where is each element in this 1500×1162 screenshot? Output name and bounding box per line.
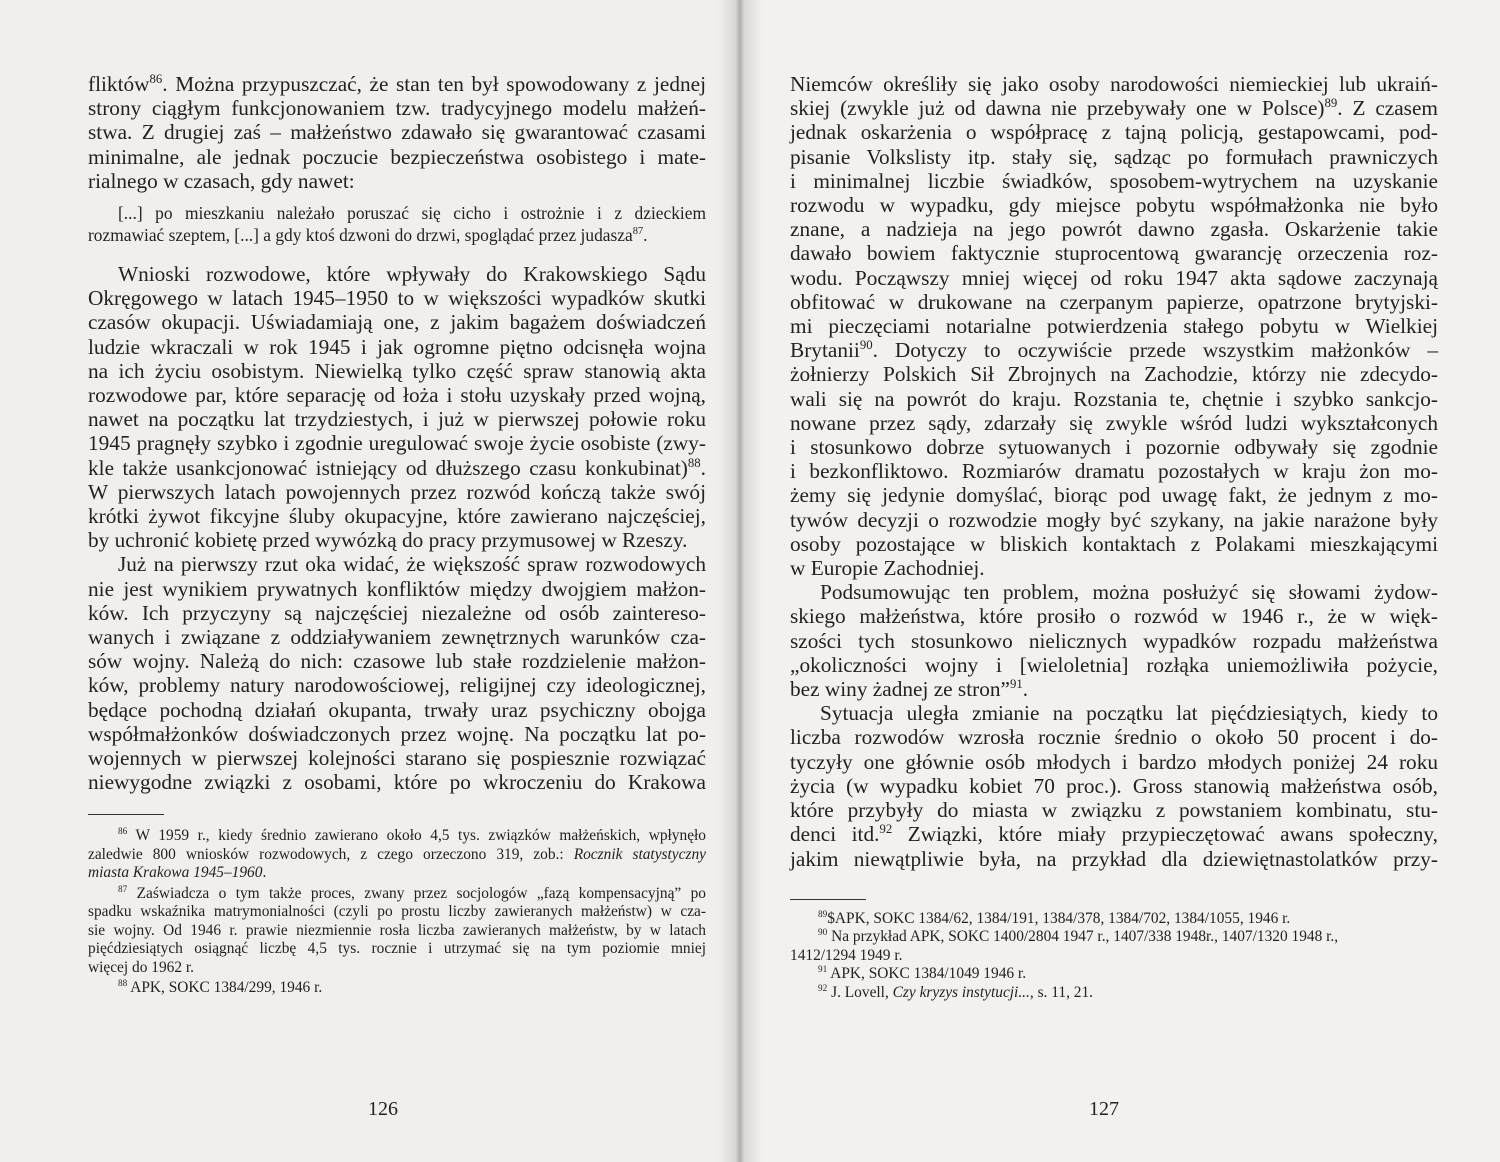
text-line bbox=[88, 72, 706, 96]
footnote-ref: 89 bbox=[1324, 96, 1338, 111]
text-fragment: kle także usankcjonować istniejący od dłuższego czasu konkubinat) bbox=[88, 455, 688, 480]
footnote-line bbox=[88, 885, 706, 904]
footnote-ref: 87 bbox=[632, 225, 644, 237]
text-line bbox=[790, 96, 1438, 120]
text-line: pisanie Volkslisty itp. stały się, sądząc po formułach prawniczych bbox=[790, 144, 1438, 169]
text-line: wojennych w pierwszej kolejności starano się pospiesznie rozwiązać bbox=[88, 746, 706, 771]
quote-line: [...] po mieszkaniu należało poruszać się cicho i ostrożnie i z dzieckiem bbox=[118, 203, 706, 224]
right-page bbox=[740, 0, 1500, 1162]
text-line: rozwodowe par, które separację od łoża i stołu uzyskały przed wojną, bbox=[88, 383, 706, 408]
text-line: ków, problemy natury narodowościowej, religijnej czy ideologicznej, bbox=[88, 673, 706, 698]
text-line: jakim niewątpliwie była, na przykład dla dziewiętnastolatków przy- bbox=[790, 846, 1438, 871]
text-fragment: . Dotyczy to oczywiście przede wszystkim małżonków – bbox=[872, 338, 1438, 363]
text-line: liczba rozwodów wzrosła rocznie średnio o około 50 procent i do- bbox=[790, 725, 1438, 750]
text-line: jednak oskarżenia o współpracę z tajną policją, gestapowcami, pod- bbox=[790, 120, 1438, 145]
footnote-89 bbox=[790, 910, 1438, 929]
footnote-number: 86 bbox=[118, 826, 128, 837]
text-fragment: J. Lovell, bbox=[831, 983, 893, 1001]
text-line: 1945 pragnęły szybko i zgodnie uregulować swoje życie osobiste (zwy- bbox=[88, 431, 706, 456]
text-line: czasów okupacji. Uświadamiają one, z jakim bagażem doświadczeń bbox=[88, 310, 706, 335]
text-line: Okręgowego w latach 1945–1950 to w większości wypadków skutki bbox=[88, 286, 706, 311]
text-fragment: . Można przypuszczać, że stan ten był spowodowany z jednej bbox=[162, 72, 706, 96]
text-fragment: Na przykład APK, SOKC 1400/2804 1947 r., 1407/338 1948r., 1407/1320 1948 r., bbox=[831, 928, 1339, 946]
text-fragment: zaledwie 800 wniosków rozwodowych, z czego orzeczono 319, zob.: bbox=[88, 845, 574, 863]
text-line: i minimalnej liczbie świadków, sposobem-wytrychem na uzyskanie bbox=[790, 168, 1438, 193]
text-line: współmałżonków doświadczonych przez wojnę. Na początku lat po- bbox=[88, 721, 706, 746]
text-line: i stosunkowo dobrze sytuowanych i pozornie odbywały się zgodnie bbox=[790, 435, 1438, 460]
text-line: skiego małżeństwa, które prosiło o rozwód w 1946 r., że w więk- bbox=[790, 604, 1438, 629]
text-line: sów wojny. Należą do nich: czasowe lub stałe rozdzielenie małżon- bbox=[88, 649, 706, 674]
footnote-91 bbox=[790, 965, 1438, 984]
text-line bbox=[790, 822, 1438, 846]
text-line: tyczyły one głównie osób młodych i bardzo młodych poniżej 24 roku bbox=[790, 749, 1438, 774]
text-fragment: . bbox=[262, 864, 267, 882]
text-fragment: Związki, które miały przypieczętować awans społeczny, bbox=[892, 822, 1438, 847]
text-line bbox=[790, 338, 1438, 362]
text-line: nawet na początku lat trzydziestych, i już w pierwszej połowie roku bbox=[88, 407, 706, 432]
text-fragment: Zaświadcza o tym także proces, zwany przez socjologów „fazą kompensacyjną” po bbox=[136, 884, 706, 902]
text-line: mi pieczęciami notarialne potwierdzenia stałego pobytu w Wielkiej bbox=[790, 314, 1438, 339]
text-fragment: denci itd. bbox=[790, 822, 880, 847]
footnote-number: 90 bbox=[818, 927, 828, 938]
text-line bbox=[790, 677, 1438, 701]
text-fragment: . Z czasem bbox=[1337, 96, 1438, 121]
text-line: strony ciągłym funkcjonowaniem tzw. tradycyjnego modelu małżeń- bbox=[88, 96, 706, 121]
text-line: szości tych stosunkowo nielicznych wypadków rozpadu małżeństwa bbox=[790, 628, 1438, 653]
footnote-number: 92 bbox=[818, 982, 828, 993]
text-line: rozwodu w wypadku, gdy miejsce pobytu współmałżonka nie było bbox=[790, 193, 1438, 218]
footnote-ref: 92 bbox=[879, 822, 893, 837]
footnote-ref: 90 bbox=[859, 338, 873, 353]
text-line: minimalne, ale jednak poczucie bezpieczeństwa osobistego i mate- bbox=[88, 144, 706, 169]
footnote-87 bbox=[88, 885, 706, 978]
text-line: krótki żywot fikcyjne śluby okupacyjne, które zawierano najczęściej, bbox=[88, 504, 706, 529]
page-number: 126 bbox=[368, 1098, 398, 1120]
footnote-line bbox=[88, 846, 706, 865]
text-fragment: bez winy żadnej ze stron” bbox=[790, 677, 1010, 702]
text-line: W pierwszych latach powojennych przez rozwód kończą także swój bbox=[88, 479, 706, 504]
text-line: dawało bowiem faktycznie stuprocentową gwarancję orzeczenia roz- bbox=[790, 241, 1438, 266]
text-line: Wnioski rozwodowe, które wpływały do Krakowskiego Sądu bbox=[118, 262, 706, 287]
text-fragment: rozmawiać szeptem, [...] a gdy ktoś dzwoni do drzwi, spoglądać przez judasza bbox=[88, 224, 633, 245]
text-fragment: , s. 11, 21. bbox=[1029, 983, 1094, 1001]
text-line: żołnierzy Polskich Sił Zbrojnych na Zachodzie, którzy nie zdecydo- bbox=[790, 362, 1438, 387]
text-fragment: Brytanii bbox=[790, 338, 860, 363]
footnote-rule bbox=[88, 814, 164, 815]
text-line: Podsumowując ten problem, można posłużyć się słowami żydow- bbox=[820, 580, 1438, 605]
text-line: nie jest wynikiem prywatnych konfliktów między dwojgiem małżon- bbox=[88, 576, 706, 601]
text-fragment: W 1959 r., kiedy średnio zawierano około 4,5 tys. związków małżeńskich, wpłynęło bbox=[135, 827, 706, 845]
footnote-line: pięćdziesiątych osiągnąć liczbę 4,5 tys. rocznie i utrzymać się na tym poziomie mniej bbox=[88, 940, 706, 958]
footnote-92 bbox=[790, 984, 1438, 1003]
text-line: ludzie wkraczali w rok 1945 i jak ogromne piętno odcisnęła wojna bbox=[88, 334, 706, 359]
text-line: na ich życiu osobistym. Niewielką tylko część spraw stanowią akta bbox=[88, 358, 706, 383]
footnote-number: 87 bbox=[118, 883, 128, 894]
right-page-text bbox=[790, 72, 1438, 1002]
footnote-line: 1412/1294 1949 r. bbox=[790, 946, 903, 964]
text-line: wali się na powrót do kraju. Rozstania te, chętnie i szybko sankcjo- bbox=[790, 386, 1438, 411]
text-line: życia (w wypadku kobiet 70 proc.). Gross stanowią małżeństwa osób, bbox=[790, 773, 1438, 798]
footnote-number: 88 bbox=[118, 978, 128, 989]
footnote-88 bbox=[88, 979, 706, 998]
block-quote bbox=[88, 203, 706, 246]
footnote-line: spadku wskaźnika matrymonialności (czyli po prostu liczby zawieranych małżeństw) w cza- bbox=[88, 903, 706, 921]
text-fragment: skiej (zwykle już od dawna nie przebywały one w Polsce) bbox=[790, 96, 1325, 121]
footnote-line bbox=[88, 864, 706, 883]
text-fragment: . bbox=[643, 224, 648, 245]
text-fragment: $APK, SOKC 1384/62, 1384/191, 1384/378, 1384/702, 1384/1055, 1946 r. bbox=[827, 909, 1291, 927]
left-page bbox=[0, 0, 740, 1162]
text-line: rialnego w czasach, gdy nawet: bbox=[88, 168, 355, 193]
text-line: obfitować w drukowane na czerpanym papierze, opatrzone brytyjski- bbox=[790, 289, 1438, 314]
footnote-line bbox=[88, 827, 706, 846]
text-line: Niemców określiły się jako osoby narodowości niemieckiej lub ukraiń- bbox=[790, 72, 1438, 96]
text-line: wodu. Począwszy mniej więcej od roku 1947 akta sądowe zaczynają bbox=[790, 265, 1438, 290]
footnote-ref: 91 bbox=[1009, 676, 1023, 691]
text-line: które przybyły do miasta w związku z powstaniem kombinatu, stu- bbox=[790, 798, 1438, 823]
italic-title: Czy kryzys instytucji... bbox=[892, 983, 1030, 1001]
text-line: ków. Ich przyczyny są najczęściej niezależne od osób zaintereso- bbox=[88, 600, 706, 625]
italic-title: Rocznik statystyczny bbox=[573, 845, 706, 863]
footnotes bbox=[88, 827, 706, 998]
footnote-line bbox=[88, 979, 706, 998]
footnote-rule bbox=[790, 899, 866, 900]
text-fragment: . bbox=[1022, 677, 1029, 702]
footnotes bbox=[790, 910, 1438, 1003]
footnote-90 bbox=[790, 928, 1438, 947]
text-line: osoby pozostające w bliskich kontaktach z Polakami mieszkającymi bbox=[790, 531, 1438, 556]
text-line: by uchronić kobietę przed wywózką do pracy przymusowej w Rzeszy. bbox=[88, 528, 688, 553]
footnote-line: sie wojny. Od 1946 r. prawie niezmiennie rosła liczba zawieranych małżeństw, by w latach bbox=[88, 921, 706, 939]
text-line: znane, a nadzieja na jego powrót dawno zgasła. Oskarżenie takie bbox=[790, 217, 1438, 242]
text-fragment: fliktów bbox=[88, 72, 150, 96]
text-line: stwa. Z drugiej zaś – małżeństwo zdawało się gwarantować czasami bbox=[88, 120, 706, 145]
quote-line bbox=[88, 225, 706, 247]
footnote-number: 89 bbox=[818, 908, 828, 919]
text-line: Sytuacja uległa zmianie na początku lat pięćdziesiątych, kiedy to bbox=[820, 701, 1438, 726]
text-line: tywów decyzji o rozwodzie mogły być szykany, na jakie narażone były bbox=[790, 507, 1438, 532]
text-line: nowane przez sądy, zdarzały się zwykle wśród ludzi wykształconych bbox=[790, 410, 1438, 435]
left-page-text bbox=[88, 72, 706, 1000]
text-line: Już na pierwszy rzut oka widać, że większość spraw rozwodowych bbox=[118, 552, 706, 577]
text-line: wanych i związane z oddziaływaniem zewnętrznych warunków cza- bbox=[88, 625, 706, 650]
italic-title: miasta Krakowa 1945–1960 bbox=[88, 864, 263, 882]
text-line: będące pochodną działań okupanta, trwały uraz psychiczny obojga bbox=[88, 697, 706, 722]
text-line: niewygodne związki z osobami, które po wkroczeniu do Krakowa bbox=[88, 770, 706, 795]
text-line: i bezkonfliktowo. Rozmiarów dramatu pozostałych w kraju żon mo- bbox=[790, 459, 1438, 484]
text-line: w Europie Zachodniej. bbox=[790, 556, 985, 581]
footnote-number: 91 bbox=[818, 964, 828, 975]
footnote-86 bbox=[88, 827, 706, 883]
text-fragment: . bbox=[700, 455, 706, 480]
text-fragment: APK, SOKC 1384/1049 1946 r. bbox=[830, 965, 1027, 983]
text-line: „okoliczności wojny i [wieloletnia] rozłąka uniemożliwiła pożycie, bbox=[790, 652, 1438, 677]
text-fragment: APK, SOKC 1384/299, 1946 r. bbox=[130, 979, 323, 997]
footnote-line: więcej do 1962 r. bbox=[88, 958, 194, 976]
page-number: 127 bbox=[1089, 1098, 1119, 1120]
footnote-ref: 88 bbox=[687, 455, 701, 470]
text-line bbox=[88, 456, 706, 480]
footnote-ref: 86 bbox=[149, 71, 163, 86]
text-line: żemy się jedynie domyślać, biorąc pod uwagę fakt, że jednym z mo- bbox=[790, 483, 1438, 508]
